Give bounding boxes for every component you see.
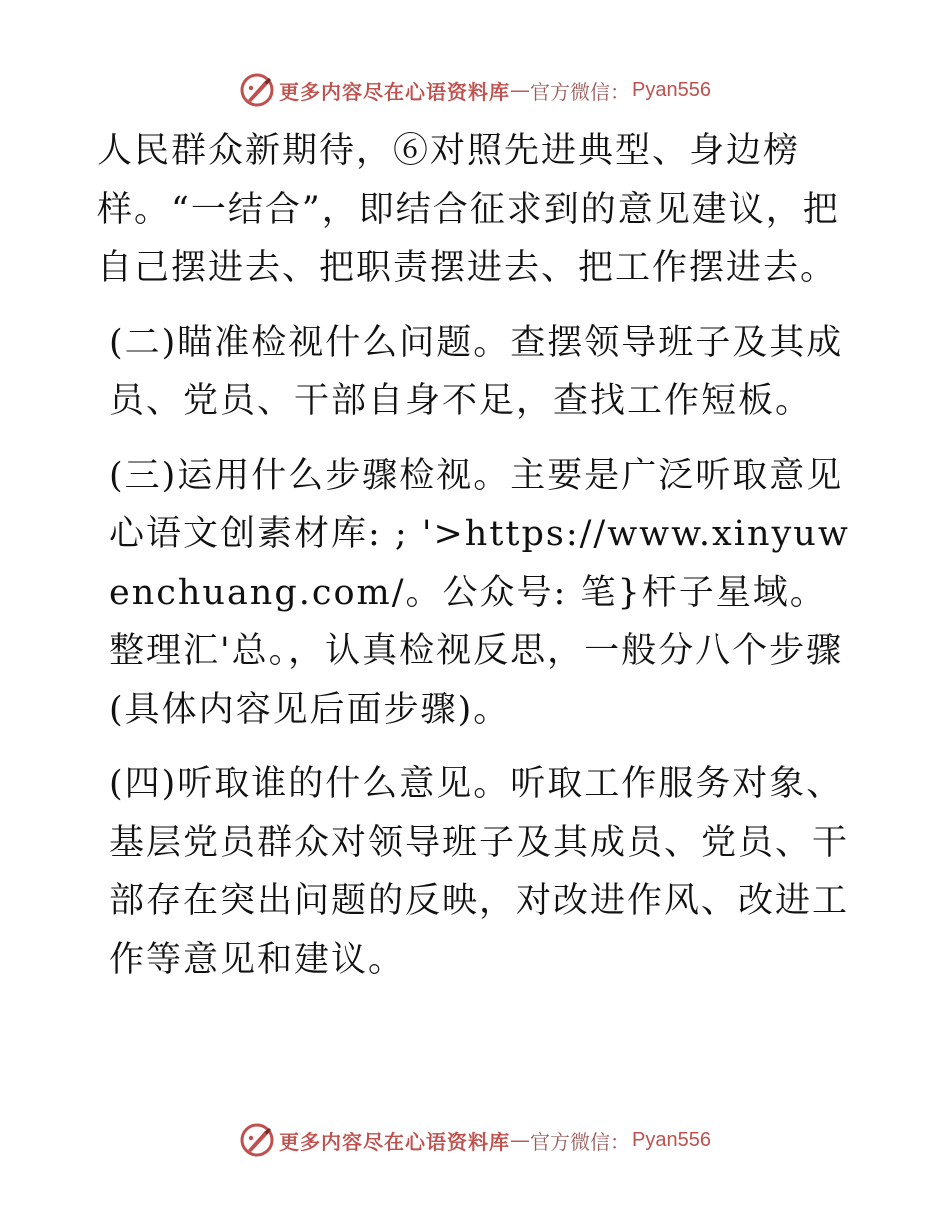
pen-seal-logo-icon	[239, 72, 275, 108]
footer-banner-separator: —	[510, 1128, 531, 1152]
paragraph-continuation: 人民群众新期待，⑥对照先进典型、身边榜样。“一结合”，即结合征求到的意见建议，把自己摆进去、把职责摆进去、把工作摆进去。	[97, 131, 840, 288]
header-banner	[0, 70, 950, 110]
footer-banner-text: 更多内容尽在心语资料库	[279, 1129, 511, 1154]
banner-text: 更多内容尽在心语资料库	[279, 79, 511, 104]
footer-banner-wechat-label: 官方微信：	[530, 1129, 631, 1154]
pen-seal-logo-icon	[239, 1122, 275, 1158]
banner-wechat-id: Pyan556	[632, 78, 711, 101]
paragraph-section-3: (三)运用什么步骤检视。主要是广泛听取意见心语文创素材库: ; '>https://www.xinyuwenchuang.com/。公众号: 笔}杆子星域。整理汇'总。，认真检视反思，一般分八个步骤(具体内容见后面步骤)。	[109, 455, 850, 730]
banner-wechat-label: 官方微信：	[530, 79, 631, 104]
paragraph-section-2: (二)瞄准检视什么问题。查摆领导班子及其成员、党员、干部自身不足，查找工作短板。	[109, 322, 844, 421]
footer-banner	[0, 1120, 950, 1160]
banner-separator: —	[510, 78, 531, 102]
footer-banner-wechat-id: Pyan556	[632, 1128, 711, 1151]
document-body	[97, 122, 857, 1005]
paragraph-section-4: (四)听取谁的什么意见。听取工作服务对象、基层党员群众对领导班子及其成员、党员、干部存在突出问题的反映，对改进作风、改进工作等意见和建议。	[109, 764, 850, 980]
